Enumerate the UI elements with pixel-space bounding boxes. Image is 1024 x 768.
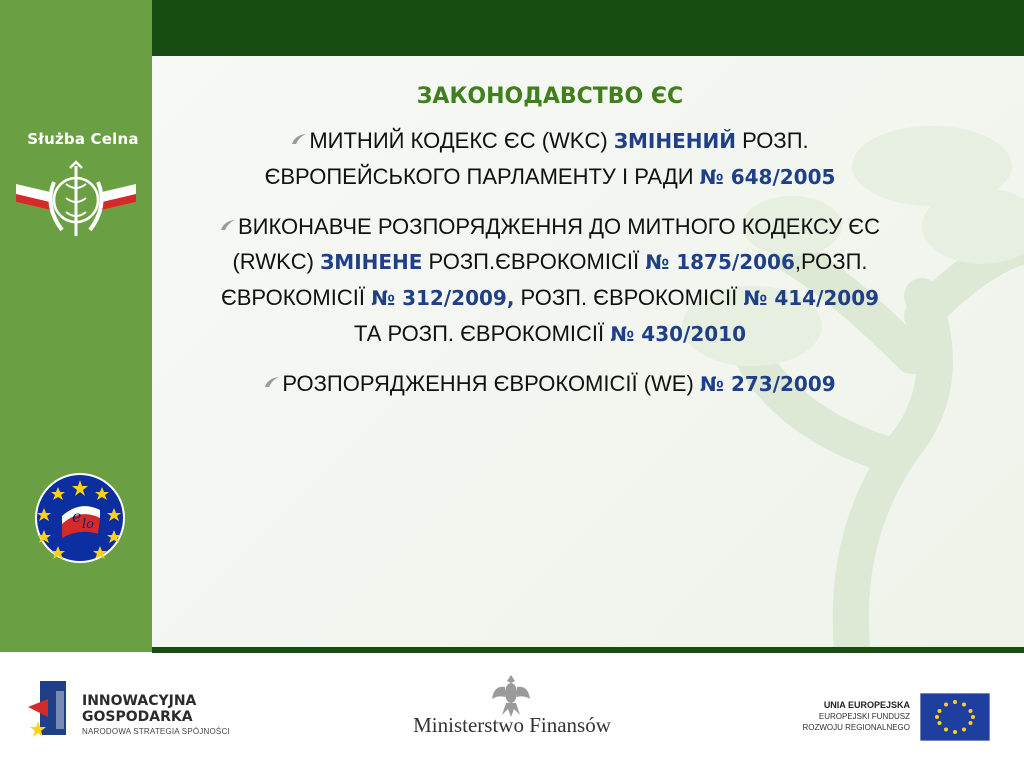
p2-text-2: РОЗП.ЄВРОКОМІСІЇ (422, 249, 646, 274)
ue-line1: UNIA EUROPEJSKA (823, 700, 910, 710)
ue-line3: ROZWOJU REGIONALNEGO (802, 723, 910, 732)
bullet-paragraph-2 (210, 209, 890, 352)
ue-line2: EUROPEJSKI FUNDUSZ (818, 712, 910, 721)
svg-text:lo: lo (82, 517, 94, 532)
ig-line3: NARODOWA STRATEGIA SPÓJNOŚCI (82, 727, 230, 736)
bullet-icon (220, 219, 236, 231)
eu-fund-text (788, 699, 910, 733)
slide-title: ЗАКОНОДАВСТВО ЄС (416, 84, 684, 109)
ministry-of-finance-text: Ministerstwo Finansów (413, 713, 611, 737)
ig-line2: GOSPODARKA (82, 709, 193, 725)
bullet-paragraph-1 (210, 123, 890, 195)
p2-text-3: ,РОЗП. ЄВРОКОМІСІЇ (220, 249, 868, 310)
p2-text-1: ВИКОНАВЧЕ РОЗПОРЯДЖЕННЯ ДО МИТНОГО КОДЕКСУ ЄС (RWKC) (232, 214, 880, 274)
p2-highlight-3: № 312/2009, (371, 286, 515, 310)
p2-text-5: ТА РОЗП. ЄВРОКОМІСІЇ (353, 321, 611, 346)
bullet-icon (291, 133, 307, 145)
customs-logo (10, 126, 142, 244)
customs-logo-text: Służba Celna (27, 130, 139, 148)
p2-text-4: РОЗП. ЄВРОКОМІСІЇ (514, 285, 744, 310)
bullet-icon (264, 376, 280, 388)
eu-stars-badge-icon (32, 472, 128, 564)
p1-text-2: РОЗП. ЄВРОПЕЙСЬКОГО ПАРЛАМЕНТУ І РАДИ (264, 128, 809, 189)
bullet-paragraph-3 (210, 366, 890, 402)
p2-highlight-2: № 1875/2006 (645, 250, 795, 274)
p1-highlight-2: № 648/2005 (699, 165, 836, 189)
sidebar (0, 0, 152, 652)
customs-emblem-icon (10, 126, 142, 244)
p1-highlight-1: ЗМІНЕНИЙ (613, 129, 736, 153)
innovative-economy-logo-icon (28, 677, 88, 741)
top-bar (152, 0, 1024, 56)
p2-highlight-4: № 414/2009 (743, 286, 880, 310)
p2-highlight-1: ЗМІНЕНЕ (320, 250, 423, 274)
ig-line1: INNOWACYJNA (82, 693, 197, 709)
p3-highlight-1: № 273/2009 (699, 372, 836, 396)
footer (0, 653, 1024, 768)
innovative-economy-text (82, 693, 230, 736)
p1-text-1: МИТНИЙ КОДЕКС ЄС (WKC) (309, 128, 614, 153)
p2-highlight-5: № 430/2010 (610, 322, 746, 346)
svg-text:e: e (72, 507, 82, 526)
slide-body (210, 84, 890, 416)
eu-flag-icon (920, 693, 990, 741)
p3-text-1: РОЗПОРЯДЖЕННЯ ЄВРОКОМІСІЇ (WE) (282, 371, 700, 396)
